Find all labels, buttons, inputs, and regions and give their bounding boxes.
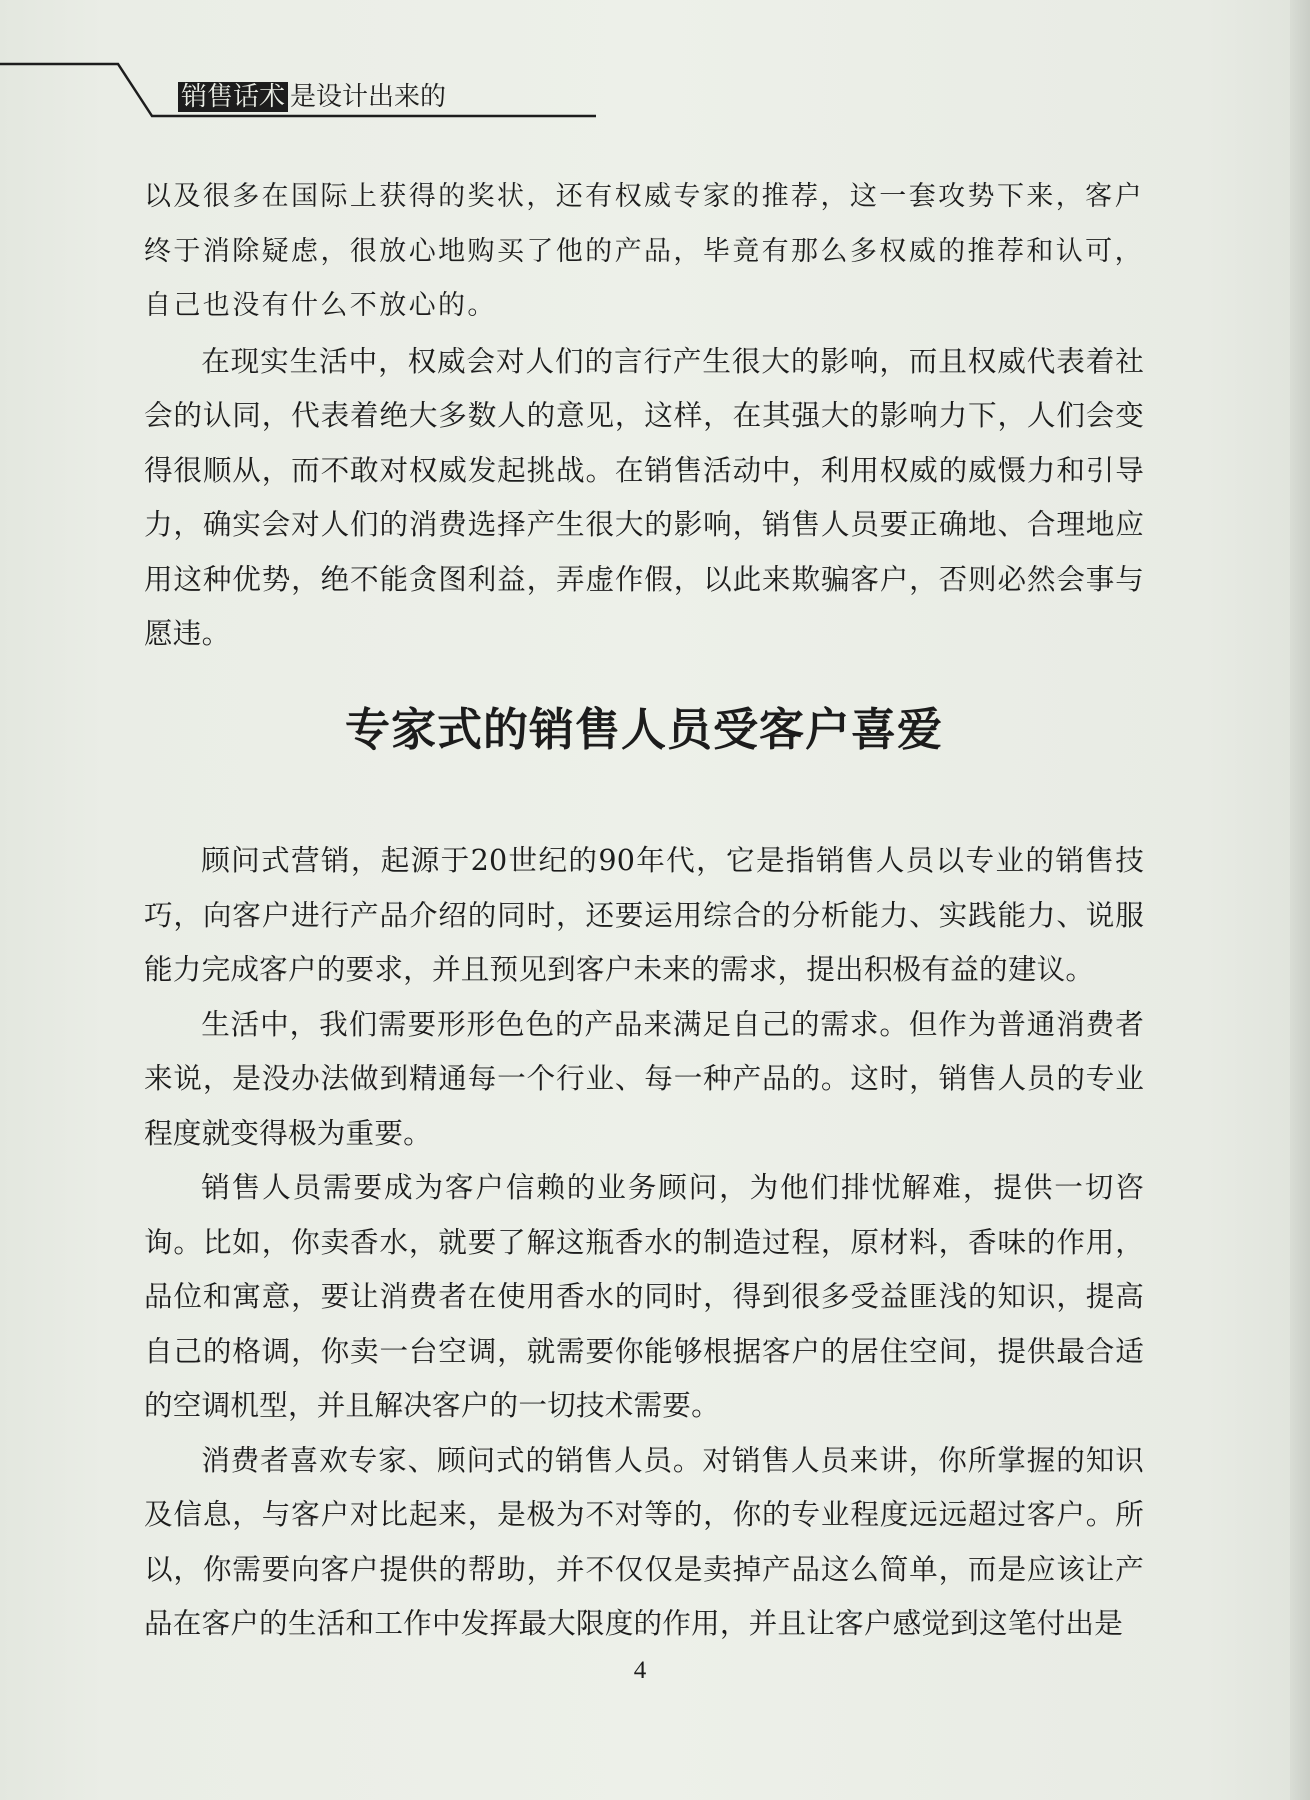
page-edge-shadow: [1290, 0, 1310, 1800]
header-rest-text: 是设计出来的: [290, 82, 447, 112]
paragraph: 消费者喜欢专家、顾问式的销售人员。对销售人员来讲，你所掌握的知识及信息，与客户对比起来，是极为不对等的，你的专业程度远远超过客户。所以，你需要向客户提供的帮助，并不仅仅是卖掉产品这么简单，而是应该让产品在客户的生活和工作中发挥最大限度的作用，并且让客户感觉到这笔付出是: [144, 1442, 1144, 1640]
running-header: [0, 58, 600, 122]
header-highlight-text: 销售话术: [178, 82, 288, 112]
paragraph: 以及很多在国际上获得的奖状，还有权威专家的推荐，这一套攻势下来，客户终于消除疑虑，很放心地购买了他的产品，毕竟有那么多权威的推荐和认可，自己也没有什么不放心的。: [144, 181, 1144, 321]
section-title: 专家式的销售人员受客户喜爱: [344, 703, 943, 756]
paragraph: 顾问式营销，起源于20世纪的90年代，它是指销售人员以专业的销售技巧，向客户进行产品介绍的同时，还要运用综合的分析能力、实践能力、说服能力完成客户的要求，并且预见到客户未来的需求，提出积极有益的建议。: [144, 843, 1144, 986]
page-number: 4: [633, 1657, 647, 1684]
paragraph: 销售人员需要成为客户信赖的业务顾问，为他们排忧解难，提供一切咨询。比如，你卖香水，就要了解这瓶香水的制造过程，原材料，香味的作用，品位和寓意，要让消费者在使用香水的同时，得到很多受益匪浅的知识，提高自己的格调，你卖一台空调，就需要你能够根据客户的居住空间，提供最合适的空调机型，并且解决客户的一切技术需要。: [144, 1170, 1144, 1422]
header-title: [178, 80, 446, 114]
paragraph: 在现实生活中，权威会对人们的言行产生很大的影响，而且权威代表着社会的认同，代表着绝大多数人的意见，这样，在其强大的影响力下，人们会变得很顺从，而不敢对权威发起挑战。在销售活动中，利用权威的威慑力和引导力，确实会对人们的消费选择产生很大的影响，销售人员要正确地、合理地应用这种优势，绝不能贪图利益，弄虚作假，以此来欺骗客户，否则必然会事与愿违。: [144, 343, 1144, 650]
paragraph: 生活中，我们需要形形色色的产品来满足自己的需求。但作为普通消费者来说，是没办法做到精通每一个行业、每一种产品的。这时，销售人员的专业程度就变得极为重要。: [144, 1006, 1144, 1150]
text-block-top: [144, 170, 1144, 661]
text-block-bottom: [144, 833, 1144, 1651]
